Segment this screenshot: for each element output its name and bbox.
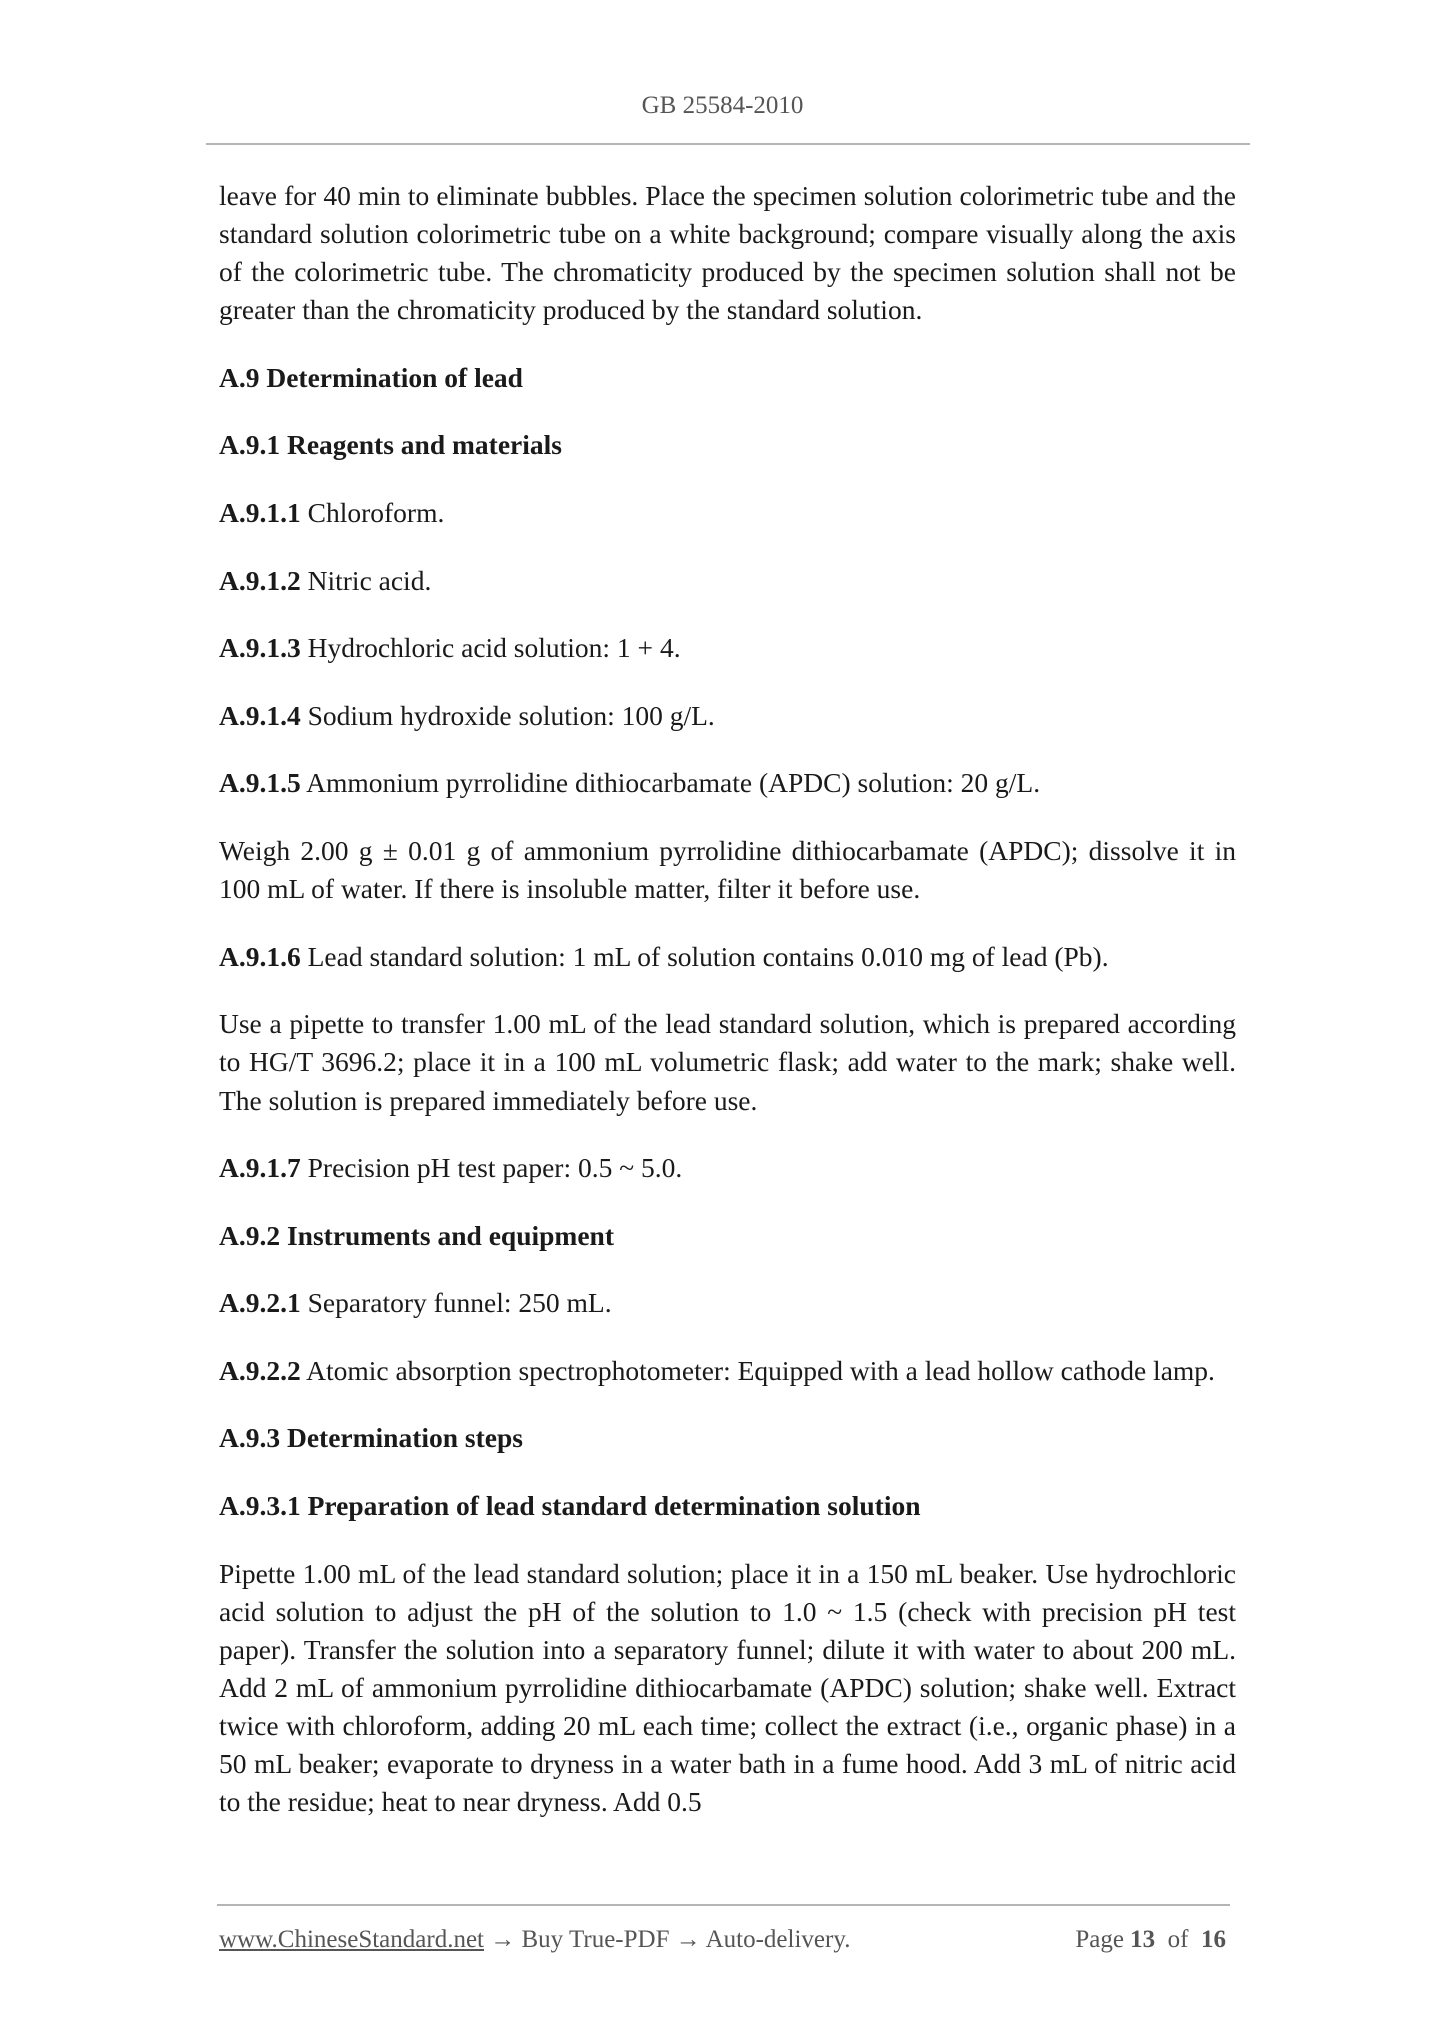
clause-number: A.9.1 Reagents and materials	[219, 429, 562, 461]
paragraph	[219, 764, 1236, 802]
document-body	[219, 177, 1236, 1851]
clause-number: A.9.1.3	[219, 632, 301, 664]
paragraph-text: Use a pipette to transfer 1.00 mL of the lead standard solution, which is prepared according to HG/T 3696.2; place it in a 100 mL volumetric flask; add water to the mark; shake well. The solution is prepared immediately before use.	[219, 1008, 1236, 1116]
paragraph	[219, 629, 1236, 667]
paragraph-text: Weigh 2.00 g ± 0.01 g of ammonium pyrrolidine dithiocarbamate (APDC); dissolve it in 100 mL of water. If there is insoluble matter, filter it before use.	[219, 835, 1236, 905]
paragraph	[219, 938, 1236, 976]
clause-number: A.9.1.4	[219, 699, 301, 731]
paragraph-text: Precision pH test paper: 0.5 ~ 5.0.	[300, 1152, 683, 1184]
header-divider	[206, 143, 1250, 145]
paragraph-text: Pipette 1.00 mL of the lead standard solution; place it in a 150 mL beaker. Use hydrochloric acid solution to adjust the pH of the solution to 1.0 ~ 1.5 (check with precision pH test paper). Transfer the solution into a separatory funnel; dilute it with water to about 200 mL. Add 2 mL of ammonium pyrrolidine dithiocarbamate (APDC) solution; shake well. Extract twice with chloroform, adding 20 mL each time; collect the extract (i.e., organic phase) in a 50 mL beaker; evaporate to dryness in a water bath in a fume hood. Add 3 mL of nitric acid to the residue; heat to near dryness. Add 0.5	[219, 1557, 1236, 1818]
paragraph	[219, 1284, 1236, 1322]
paragraph-text: Ammonium pyrrolidine dithiocarbamate (APDC) solution: 20 g/L.	[300, 767, 1041, 799]
clause-number: A.9.1.7	[219, 1152, 301, 1184]
clause-number: A.9.1.5	[219, 767, 301, 799]
paragraph	[219, 1352, 1236, 1390]
paragraph	[219, 494, 1236, 532]
website-link[interactable]: www.ChineseStandard.net	[219, 1926, 484, 1953]
clause-number: A.9.2 Instruments and equipment	[219, 1219, 614, 1251]
document-header-title: GB 25584-2010	[641, 92, 804, 119]
paragraph-text: Nitric acid.	[300, 564, 432, 596]
promo-text: → Buy True-PDF → Auto-delivery.	[484, 1926, 851, 1953]
clause-number: A.9.1.1	[219, 497, 301, 529]
paragraph-text: Separatory funnel: 250 mL.	[300, 1287, 612, 1319]
page-word: Page	[1075, 1926, 1124, 1953]
of-word: of	[1167, 1926, 1189, 1953]
clause-number: A.9.3 Determination steps	[219, 1422, 523, 1454]
paragraph	[219, 1555, 1236, 1822]
footer-promo	[219, 1926, 850, 1954]
section-heading	[219, 1487, 1236, 1525]
paragraph	[219, 177, 1236, 329]
paragraph-text: Hydrochloric acid solution: 1 + 4.	[300, 632, 681, 664]
paragraph-text: Sodium hydroxide solution: 100 g/L.	[300, 699, 715, 731]
clause-number: A.9.2.1	[219, 1287, 301, 1319]
section-heading	[219, 1419, 1236, 1457]
paragraph	[219, 562, 1236, 600]
clause-number: A.9.1.2	[219, 564, 301, 596]
section-heading	[219, 359, 1236, 397]
clause-number: A.9.3.1 Preparation of lead standard determination solution	[219, 1490, 921, 1522]
section-heading	[219, 426, 1236, 464]
paragraph	[219, 832, 1236, 908]
clause-number: A.9 Determination of lead	[219, 361, 523, 393]
section-heading	[219, 1217, 1236, 1255]
current-page: 13	[1130, 1926, 1156, 1953]
page-footer	[219, 1926, 1226, 1954]
page-number	[1075, 1926, 1226, 1954]
footer-divider	[217, 1904, 1230, 1906]
paragraph-text: Chloroform.	[300, 497, 445, 529]
paragraph-text: Atomic absorption spectrophotometer: Equipped with a lead hollow cathode lamp.	[300, 1354, 1215, 1386]
total-pages: 16	[1201, 1926, 1226, 1953]
paragraph	[219, 1149, 1236, 1187]
paragraph-text: leave for 40 min to eliminate bubbles. Place the specimen solution colorimetric tube and the standard solution colorimetric tube on a white background; compare visually along the axis of the colorimetric tube. The chromaticity produced by the specimen solution shall not be greater than the chromaticity produced by the standard solution.	[219, 180, 1236, 326]
paragraph	[219, 1005, 1236, 1119]
paragraph	[219, 697, 1236, 735]
clause-number: A.9.1.6	[219, 940, 301, 972]
clause-number: A.9.2.2	[219, 1354, 301, 1386]
paragraph-text: Lead standard solution: 1 mL of solution contains 0.010 mg of lead (Pb).	[300, 940, 1109, 972]
